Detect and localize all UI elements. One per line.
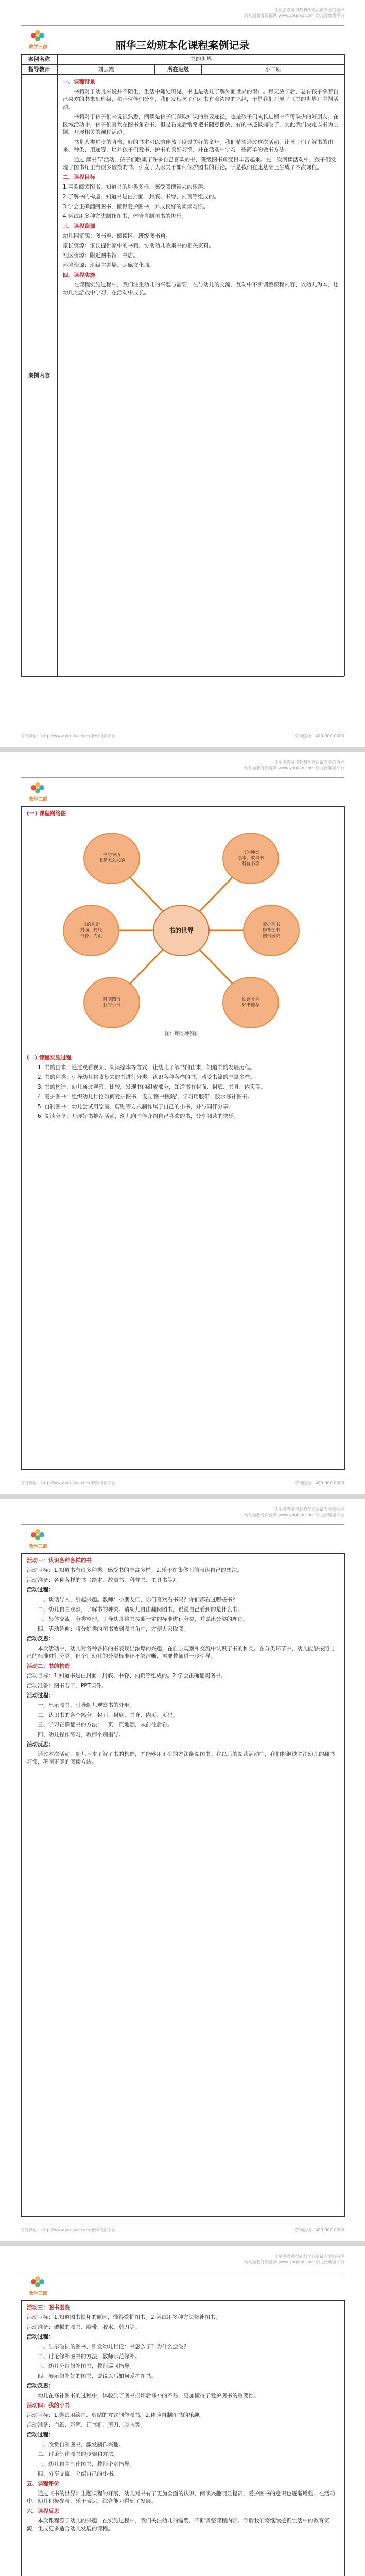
header-line-1: 让更多教师得到科学方法最专业的指导: [274, 1507, 344, 1512]
paragraph: 一、出示图书，引导幼儿观察书的外形。: [38, 1702, 135, 1708]
paragraph: 四、活动延伸：将分好类的图书放到图书角中，方便大家取阅。: [38, 1626, 189, 1632]
class-value: 小二班: [201, 64, 345, 75]
paragraph: 二、讨论修补图书的方法，教师示范修补。: [38, 2353, 141, 2360]
paragraph: 5. 自制图书：幼儿尝试用绘画、剪贴等方式制作属于自己的小书，并与同伴分享。: [38, 1104, 234, 1110]
content-label: 案例内容: [21, 75, 57, 676]
activity-title: 活动二：书的构造: [27, 1663, 70, 1669]
goal-item: 1.喜欢阅读图书，知道书的种类多样，感受阅读带来的乐趣。: [63, 184, 209, 190]
activity-title: 活动四：我的小书: [27, 2402, 70, 2409]
paragraph: 4. 爱护图书：组织幼儿讨论如何爱护图书，设立'图书医院'，学习用胶带、胶水修补图书。: [38, 1094, 253, 1100]
record-table-continued: [21, 2300, 344, 2576]
case-name-label: 案例名称: [21, 54, 57, 64]
paragraph: 2. 书的种类：引导幼儿将收集来的书进行分类，认识各种各样的书，感受书籍的丰富多样。: [38, 1074, 255, 1080]
paragraph: 活动准备：白纸、彩笔、订书机、剪刀、胶水等。: [27, 2422, 146, 2428]
paragraph: 通过本次活动，幼儿基本了解了书的构造，并能够用正确的方法翻阅图书。在以后的阅读活动中，我们将继续关注幼儿的翻书习惯，巩固正确的阅读方法。: [27, 1751, 335, 1765]
paragraph: 二、讨论制作图书的步骤和方法。: [38, 2451, 119, 2458]
header-line-2: 幼儿园教育资源网 www.youjiao.com 幼儿园集团平台: [244, 766, 344, 770]
content-body: [21, 806, 345, 1470]
page-footer: [21, 2225, 344, 2239]
teacher-value: 刘云霞: [57, 64, 155, 75]
activity-title: 活动一：认识各种各样的书: [27, 1557, 92, 1564]
map-node: 书的构造 封面、封底 书脊、内页: [63, 905, 119, 956]
section-heading-resources: 三、课程资源: [63, 223, 95, 229]
map-node: 书的来历 书是怎么来的: [83, 833, 140, 884]
case-name-value: 书的世界: [57, 54, 345, 64]
section-heading-implementation: 四、课程实施: [63, 272, 95, 278]
record-table-continued: [21, 806, 344, 1470]
page-header: [21, 2251, 344, 2272]
paragraph: 书籍对于孩子们来说很熟悉，阅读是孩子们获取知识的重要途径，也是孩子们成长过程中不可缺少的好朋友。在区域活动中，孩子们喜欢在图书角看书，但是看完后常常把书随意摆放，有的书还被撕破了，为此我们决定以书为主题，开展相关的课程活动。: [63, 114, 339, 135]
map-center-node: 书的世界: [153, 905, 210, 956]
paragraph: 三、集体交流，分类整理。引导幼儿将书按照一定的标准进行分类，并说出分类的理由。: [38, 1616, 249, 1622]
paragraph: 通过《书的世界》主题课程的开展，幼儿对书有了更加全面的认识，阅读兴趣明显提高，爱护图书的意识也逐渐增强。在活动中，幼儿积极参与、乐于表达，综合能力得到了发展。: [27, 2490, 335, 2504]
page-footer: [21, 731, 344, 745]
header-line-1: 让更多教师得到科学方法最专业的指导: [274, 760, 344, 765]
paragraph: 书籍对于幼儿来说并不陌生，生活中随处可见，书也是幼儿了解外面世界的窗口。每天放学后，总有孩子拿着自己喜欢的书来到班级，和小伙伴们分享，我们发现孩子们对书有着浓厚的兴趣，于是我们开展了《书的世界》主题活动。: [63, 89, 339, 110]
header-line-2: 幼儿园教育资源网 www.youjiao.com 幼儿园集团平台: [244, 2260, 344, 2264]
goal-item: 4.尝试用多种方法制作图书，体验自制图书的快乐。: [63, 213, 187, 219]
document-title: 丽华三幼班本化课程案例记录: [115, 39, 250, 52]
footer-left: 官方网址：http://www.youjiao.com 教师交流平台: [21, 734, 116, 738]
paragraph: 活动目标：1.知道书有很多种类，感受书的丰富多样。2.乐于在集体面前表达自己的想法。: [27, 1567, 243, 1573]
resource-item: 幼儿园资源：图书室、阅读区、班级图书角。: [63, 233, 171, 239]
subheading: 活动反思：: [27, 2383, 54, 2389]
subheading: 活动过程：: [27, 2334, 54, 2340]
subheading: 活动反思：: [27, 1741, 54, 1748]
paragraph: 三、学习正确翻书的方法：一页一页地翻，从前往后看。: [38, 1722, 173, 1728]
goal-item: 2.了解书的构造，知道书是由封面、封底、书脊、内页等组成的。: [63, 194, 220, 200]
teacher-label: 指导教师: [21, 64, 57, 75]
header-line-1: 让更多教师得到科学方法最专业的指导: [274, 8, 344, 12]
map-node: 自制图书 我的小书: [83, 977, 140, 1028]
page-2: [0, 752, 365, 1494]
content-body: [21, 2300, 345, 2576]
header-line-2: 幼儿园教育资源网 www.youjiao.com 幼儿园集团平台: [244, 13, 344, 18]
paragraph: 活动目标：1.知道书是由封面、封底、书脊、内页等组成的。2.学会正确翻阅图书。: [27, 1673, 227, 1679]
resource-item: 社区资源：附近图书馆、书店。: [63, 252, 138, 259]
page-footer: [21, 1478, 344, 1492]
implementation-heading: (二) 课程实施过程: [27, 1055, 72, 1061]
paragraph: 1. 书的由来：通过观看视频、阅读绘本等方式，让幼儿了解书的由来，知道书的发展历程。: [38, 1064, 255, 1071]
brand-logo: [22, 2276, 55, 2299]
footer-right: 咨询热线：400-000-0000: [294, 734, 344, 738]
resource-item: 环境资源：班级主题墙、走廊文化墙。: [63, 262, 155, 268]
goal-item: 3.学会正确翻阅图书，懂得爱护图书，养成良好的阅读习惯。: [63, 204, 209, 210]
section-heading-background: 一、课程背景: [63, 79, 95, 85]
paragraph: 在课程实施过程中，我们注重幼儿的兴趣与需要，在与幼儿的交流、互动中不断调整课程内容，以幼儿为本，让幼儿在游戏中学习，在活动中成长。: [63, 282, 339, 296]
logo-text: 教学三部: [28, 45, 47, 50]
footer-right: 咨询热线：400-000-0000: [294, 1481, 344, 1485]
paragraph: 活动准备：各种各样的书（绘本、故事书、科普书、工具书等）。: [27, 1577, 181, 1583]
paragraph: 二、幼儿自主观察，了解书的种类。请幼儿自由翻阅图书，说说自己看到的是什么书。: [38, 1606, 243, 1613]
footer-left: 官方网址：http://www.youjiao.com 教师交流平台: [21, 1481, 116, 1485]
paragraph: 本次课程源于幼儿的兴趣，在实施过程中，我们关注幼儿的需要，不断调整课程内容。今后我们将继续挖掘生活中的教育资源，生成更多适合幼儿发展的课程。: [27, 2518, 329, 2532]
paragraph: 幼儿在修补图书的过程中，体验到了图书损坏后修补的不易，更加懂得了爱护图书的重要性。: [38, 2393, 259, 2399]
map-node: 爱护图书 修补图书 图书医院: [243, 905, 300, 956]
logo-text: 教学三部: [28, 797, 47, 802]
class-label: 所在班级: [155, 64, 201, 75]
paragraph: 四、幼儿操作练习，教师个别指导。: [38, 1732, 124, 1738]
paragraph: 四、展示修补好的图书，说说以后如何爱护图书。: [38, 2373, 157, 2379]
footer-right: 咨询热线：400-000-0000: [294, 2228, 344, 2232]
mind-map: [63, 822, 300, 1039]
paragraph: 一、欣赏自制图书，激发制作兴趣。: [38, 2442, 124, 2448]
logo-text: 教学三部: [28, 1544, 47, 1549]
paragraph: 四、分享交流，介绍自己的小书。: [38, 2471, 119, 2477]
paragraph: 活动目标：1.尝试用绘画、剪贴的方式制作图书。2.体验自制图书的乐趣。: [27, 2412, 205, 2418]
subheading: 活动过程：: [27, 1692, 54, 1699]
page-3: [0, 1499, 365, 2241]
page-header: [21, 5, 344, 26]
paragraph: 6. 阅读分享：开展好书推荐活动，幼儿向同伴介绍自己喜欢的书，分享阅读的快乐。: [38, 1113, 239, 1120]
paragraph: 三、幼儿分组修补图书，教师巡回指导。: [38, 2363, 135, 2369]
page-header: [21, 757, 344, 778]
footer-left: 官方网址：http://www.youjiao.com 教师交流平台: [21, 2228, 116, 2232]
paragraph: 一、出示破损的图书，引发幼儿讨论：书怎么了？为什么会破？: [38, 2344, 189, 2350]
paragraph: 本次活动中，幼儿对各种各样的书表现出浓厚的兴趣，在自主观察和交流中认识了书的种类。在分类环节中，幼儿能够按照自己的标准进行分类，但个别幼儿的分类标准还不够清晰，需要教师进一步引导。: [27, 1646, 335, 1659]
paragraph: 书是人类进步的阶梯，好的书本可以陪伴孩子度过美好的童年。我们希望通过这次活动，让孩子们了解书的由来、种类、用途等，培养孩子们爱书、护书的良好习惯，并在活动中学习一些简单的做书方法。: [63, 139, 333, 153]
subheading: 活动过程：: [27, 1587, 54, 1593]
brand-logo: [22, 1529, 55, 1552]
record-table: [21, 54, 344, 677]
paragraph: 活动准备：破损的图书、胶带、胶水、剪刀等。: [27, 2324, 141, 2330]
brand-logo: [22, 782, 55, 805]
paragraph: 活动准备：图书若干、PPT课件。: [27, 1683, 107, 1689]
record-table-continued: [21, 1553, 344, 2217]
page-header: [21, 1504, 344, 1525]
paragraph: 通过'读书节'活动，孩子们收集了许多自己喜欢的书，班级图书角变得丰富起来。在一次阅读活动中，孩子们发现了图书角里有很多破损的书，引发了大家关于如何保护图书的讨论，于是我们在此基础上生成了本次课程。: [63, 157, 336, 171]
map-node: 阅读分享 好书推荐: [222, 977, 279, 1028]
paragraph: 二、认识书的各个部分：封面、封底、书脊、内页、页码。: [38, 1712, 178, 1718]
implementation-text: [27, 1054, 339, 1123]
paragraph: 3. 书的构造：幼儿通过观察、比较，发现书的组成部分，知道书有封面、封底、书脊、内页等。: [38, 1084, 266, 1090]
content-body: [21, 1553, 345, 2217]
header-line-1: 让更多教师得到科学方法最专业的指导: [274, 2254, 344, 2259]
map-caption: 图：课程网络图: [165, 1031, 198, 1037]
page-4: [0, 2246, 365, 2576]
section-heading-reflection: 六、课程反思: [27, 2508, 59, 2514]
paragraph: 三、幼儿自主制作图书，教师个别指导。: [38, 2461, 135, 2467]
paragraph: 活动目标：1.知道图书损坏的原因，懂得爱护图书。2.尝试用多种方法修补图书。: [27, 2314, 221, 2320]
map-heading: (一) 课程网络图: [27, 810, 66, 817]
header-line-2: 幼儿园教育资源网 www.youjiao.com 幼儿园集团平台: [244, 1513, 344, 1517]
paragraph: 一、谈话导入，引起兴趣。教师：小朋友们，你们喜欢看书吗？你们都看过哪些书？: [38, 1597, 238, 1603]
subheading: 活动反思：: [27, 1636, 54, 1642]
content-body: [57, 75, 345, 676]
section-heading-goals: 二、课程目标: [63, 174, 95, 180]
page-1: [0, 0, 365, 747]
map-node: 书的种类 绘本、故事书 科普书等: [222, 833, 279, 884]
subheading: 活动过程：: [27, 2432, 54, 2438]
section-heading-evaluation: 五、课程评价: [27, 2481, 59, 2487]
resource-item: 家长资源：家长提供家中的书籍，协助幼儿收集书的相关资料。: [63, 243, 214, 249]
activity-title: 活动三：图书医院: [27, 2304, 70, 2311]
logo-text: 教学三部: [28, 2291, 47, 2296]
